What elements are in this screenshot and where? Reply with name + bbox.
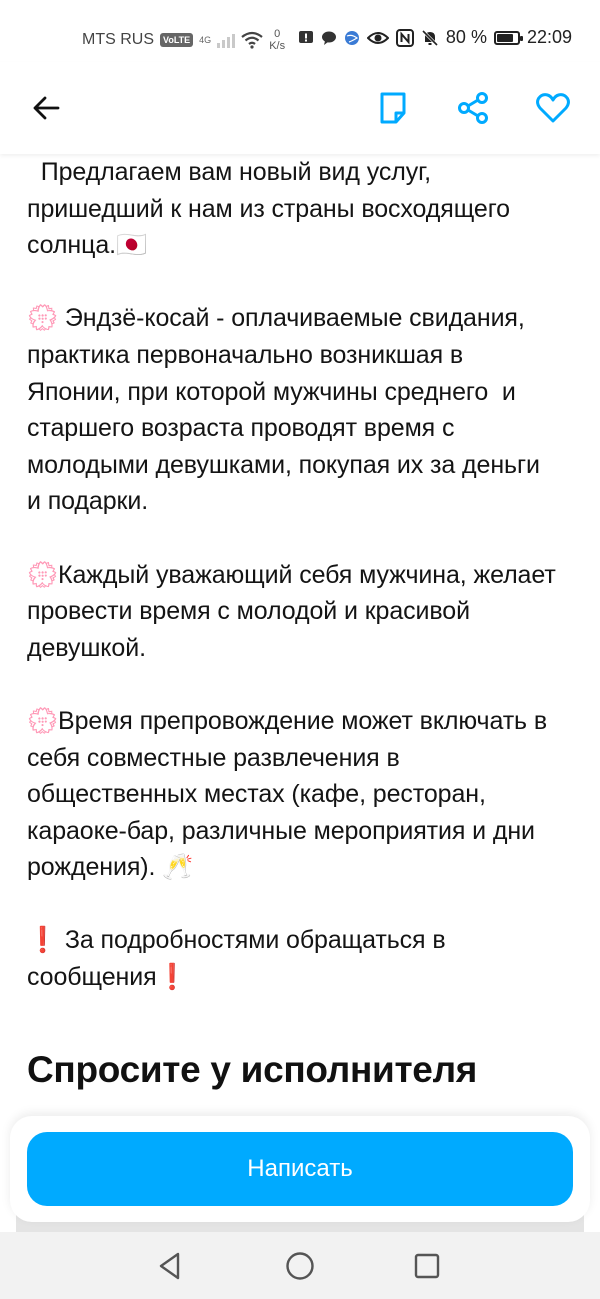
bottom-action-card (10, 1116, 590, 1222)
nav-back-button[interactable] (150, 1246, 190, 1286)
globe-icon (344, 30, 360, 46)
heart-icon (535, 92, 571, 124)
content-scroll-area[interactable] (0, 154, 600, 1114)
nav-recents-button[interactable] (407, 1246, 447, 1286)
battery-percent: 80 % (445, 27, 487, 47)
speed-unit: K/s (269, 40, 286, 52)
arrow-left-icon (31, 93, 61, 123)
wifi-icon (241, 31, 263, 49)
service-description: Предлагаем вам новый вид услуг, пришедший к нам из страны восходящего солнца.🇯🇵 💮 Эндзё-косай - оплачиваемые свидания, практика первоначально возникшая в Японии, при которой мужчины среднего и старшего возраста проводят время с молодыми девушками, покупая их за деньги и подарки. 💮Каждый уважающий себя мужчина, желает провести время с молодой и красивой девушкой. 💮Время препровождение может включать в себя совместные развлечения в общественных местах (кафе, ресторан, караоке-бар, различные мероприятия и дни рождения). 🥂 ❗ За подробностями обращаться в сообщения❗ (27, 158, 556, 992)
back-triangle-icon (156, 1251, 184, 1281)
section-title: Спросите у исполнителя (27, 1049, 478, 1090)
note-button[interactable] (369, 84, 417, 132)
home-circle-icon (285, 1251, 315, 1281)
share-button[interactable] (449, 84, 497, 132)
network-type: 4G (199, 35, 212, 45)
speed-value: 0 (274, 28, 281, 40)
eye-icon (367, 30, 389, 46)
share-icon (456, 91, 490, 125)
system-nav-bar (0, 1232, 600, 1299)
battery-level-fill (497, 34, 513, 42)
signal-icon (217, 32, 235, 48)
note-icon (378, 91, 408, 125)
mute-bell-icon (421, 29, 439, 47)
clock: 22:09 (526, 27, 572, 47)
status-left (82, 28, 285, 52)
status-bar (0, 0, 600, 62)
recents-square-icon (413, 1252, 441, 1280)
nfc-icon (396, 29, 414, 47)
nav-home-button[interactable] (280, 1246, 320, 1286)
network-speed (269, 28, 285, 52)
favorite-button[interactable] (529, 84, 577, 132)
volte-badge: VoLTE (160, 33, 193, 47)
status-right (298, 27, 572, 48)
carrier-name: MTS RUS (82, 31, 154, 48)
notification-icon (298, 30, 314, 46)
chat-icon (321, 30, 337, 46)
battery-icon (494, 31, 520, 45)
write-button[interactable]: Написать (27, 1132, 573, 1206)
back-button[interactable] (22, 84, 70, 132)
app-bar (0, 62, 600, 154)
